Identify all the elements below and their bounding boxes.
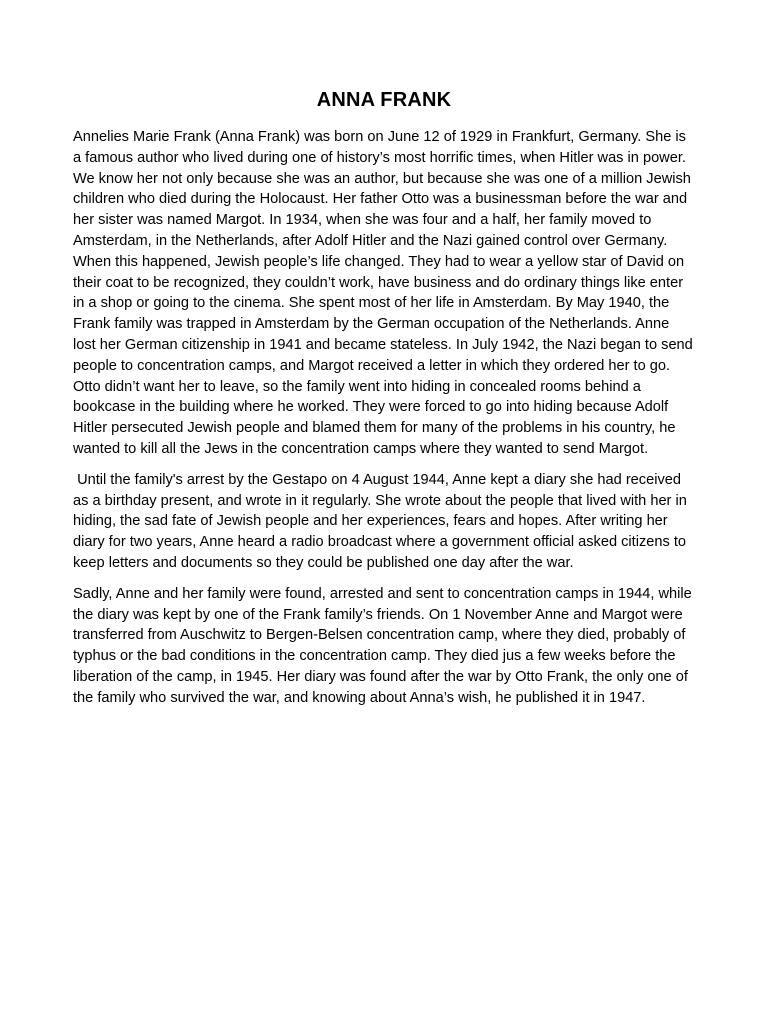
paragraph-3: Sadly, Anne and her family were found, arrested and sent to concentration camps in 1944, while the diary was kept by one of the Frank family’s friends. On 1 November Anne and Margot were transferred from Auschwitz to Bergen-Belsen concentration camp, where they died, probably of typhus or the bad conditions in the concentration camp. They died jus a few weeks before the liberation of the camp, in 1945. Her diary was found after the war by Otto Frank, the only one of the family who survived the war, and knowing about Anna’s wish, he published it in 1947. [73,585,692,706]
paragraph-2: Until the family's arrest by the Gestapo on 4 August 1944, Anne kept a diary she had received as a birthday present, and wrote in it regularly. She wrote about the people that lived with her in hiding, the sad fate of Jewish people and her experiences, fears and hopes. After writing her diary for two years, Anne heard a radio broadcast where a government official asked citizens to keep letters and documents so they could be published one day after the war. [73,471,691,571]
document-body [73,127,695,719]
document-title: ANNA FRANK [316,89,452,111]
paragraph-1: Annelies Marie Frank (Anna Frank) was born on June 12 of 1929 in Frankfurt, Germany. She is a famous author who lived during one of history’s most horrific times, when Hitler was in power. We know her not only because she was an author, but because she was one of a million Jewish children who died during the Holocaust. Her father Otto was a businessman before the war and her sister was named Margot. In 1934, when she was four and a half, her family moved to Amsterdam, in the Netherlands, after Adolf Hitler and the Nazi gained control over Germany. When this happened, Jewish people’s life changed. They had to wear a yellow star of David on their coat to be recognized, they couldn’t work, have business and do ordinary things like enter in a shop or going to the cinema. She spent most of her life in Amsterdam. By May 1940, the Frank family was trapped in Amsterdam by the German occupation of the Netherlands. Anne lost her German citizenship in 1941 and became stateless. In July 1942, the Nazi began to send people to concentration camps, and Margot received a letter in which they ordered her to go. Otto didn’t want her to leave, so the family went into hiding in concealed rooms behind a bookcase in the building where he worked. They were forced to go into hiding because Adolf Hitler persecuted Jewish people and blamed them for many of the problems in his country, he wanted to kill all the Jews in the concentration camps where they wanted to send Margot. [73,129,693,457]
